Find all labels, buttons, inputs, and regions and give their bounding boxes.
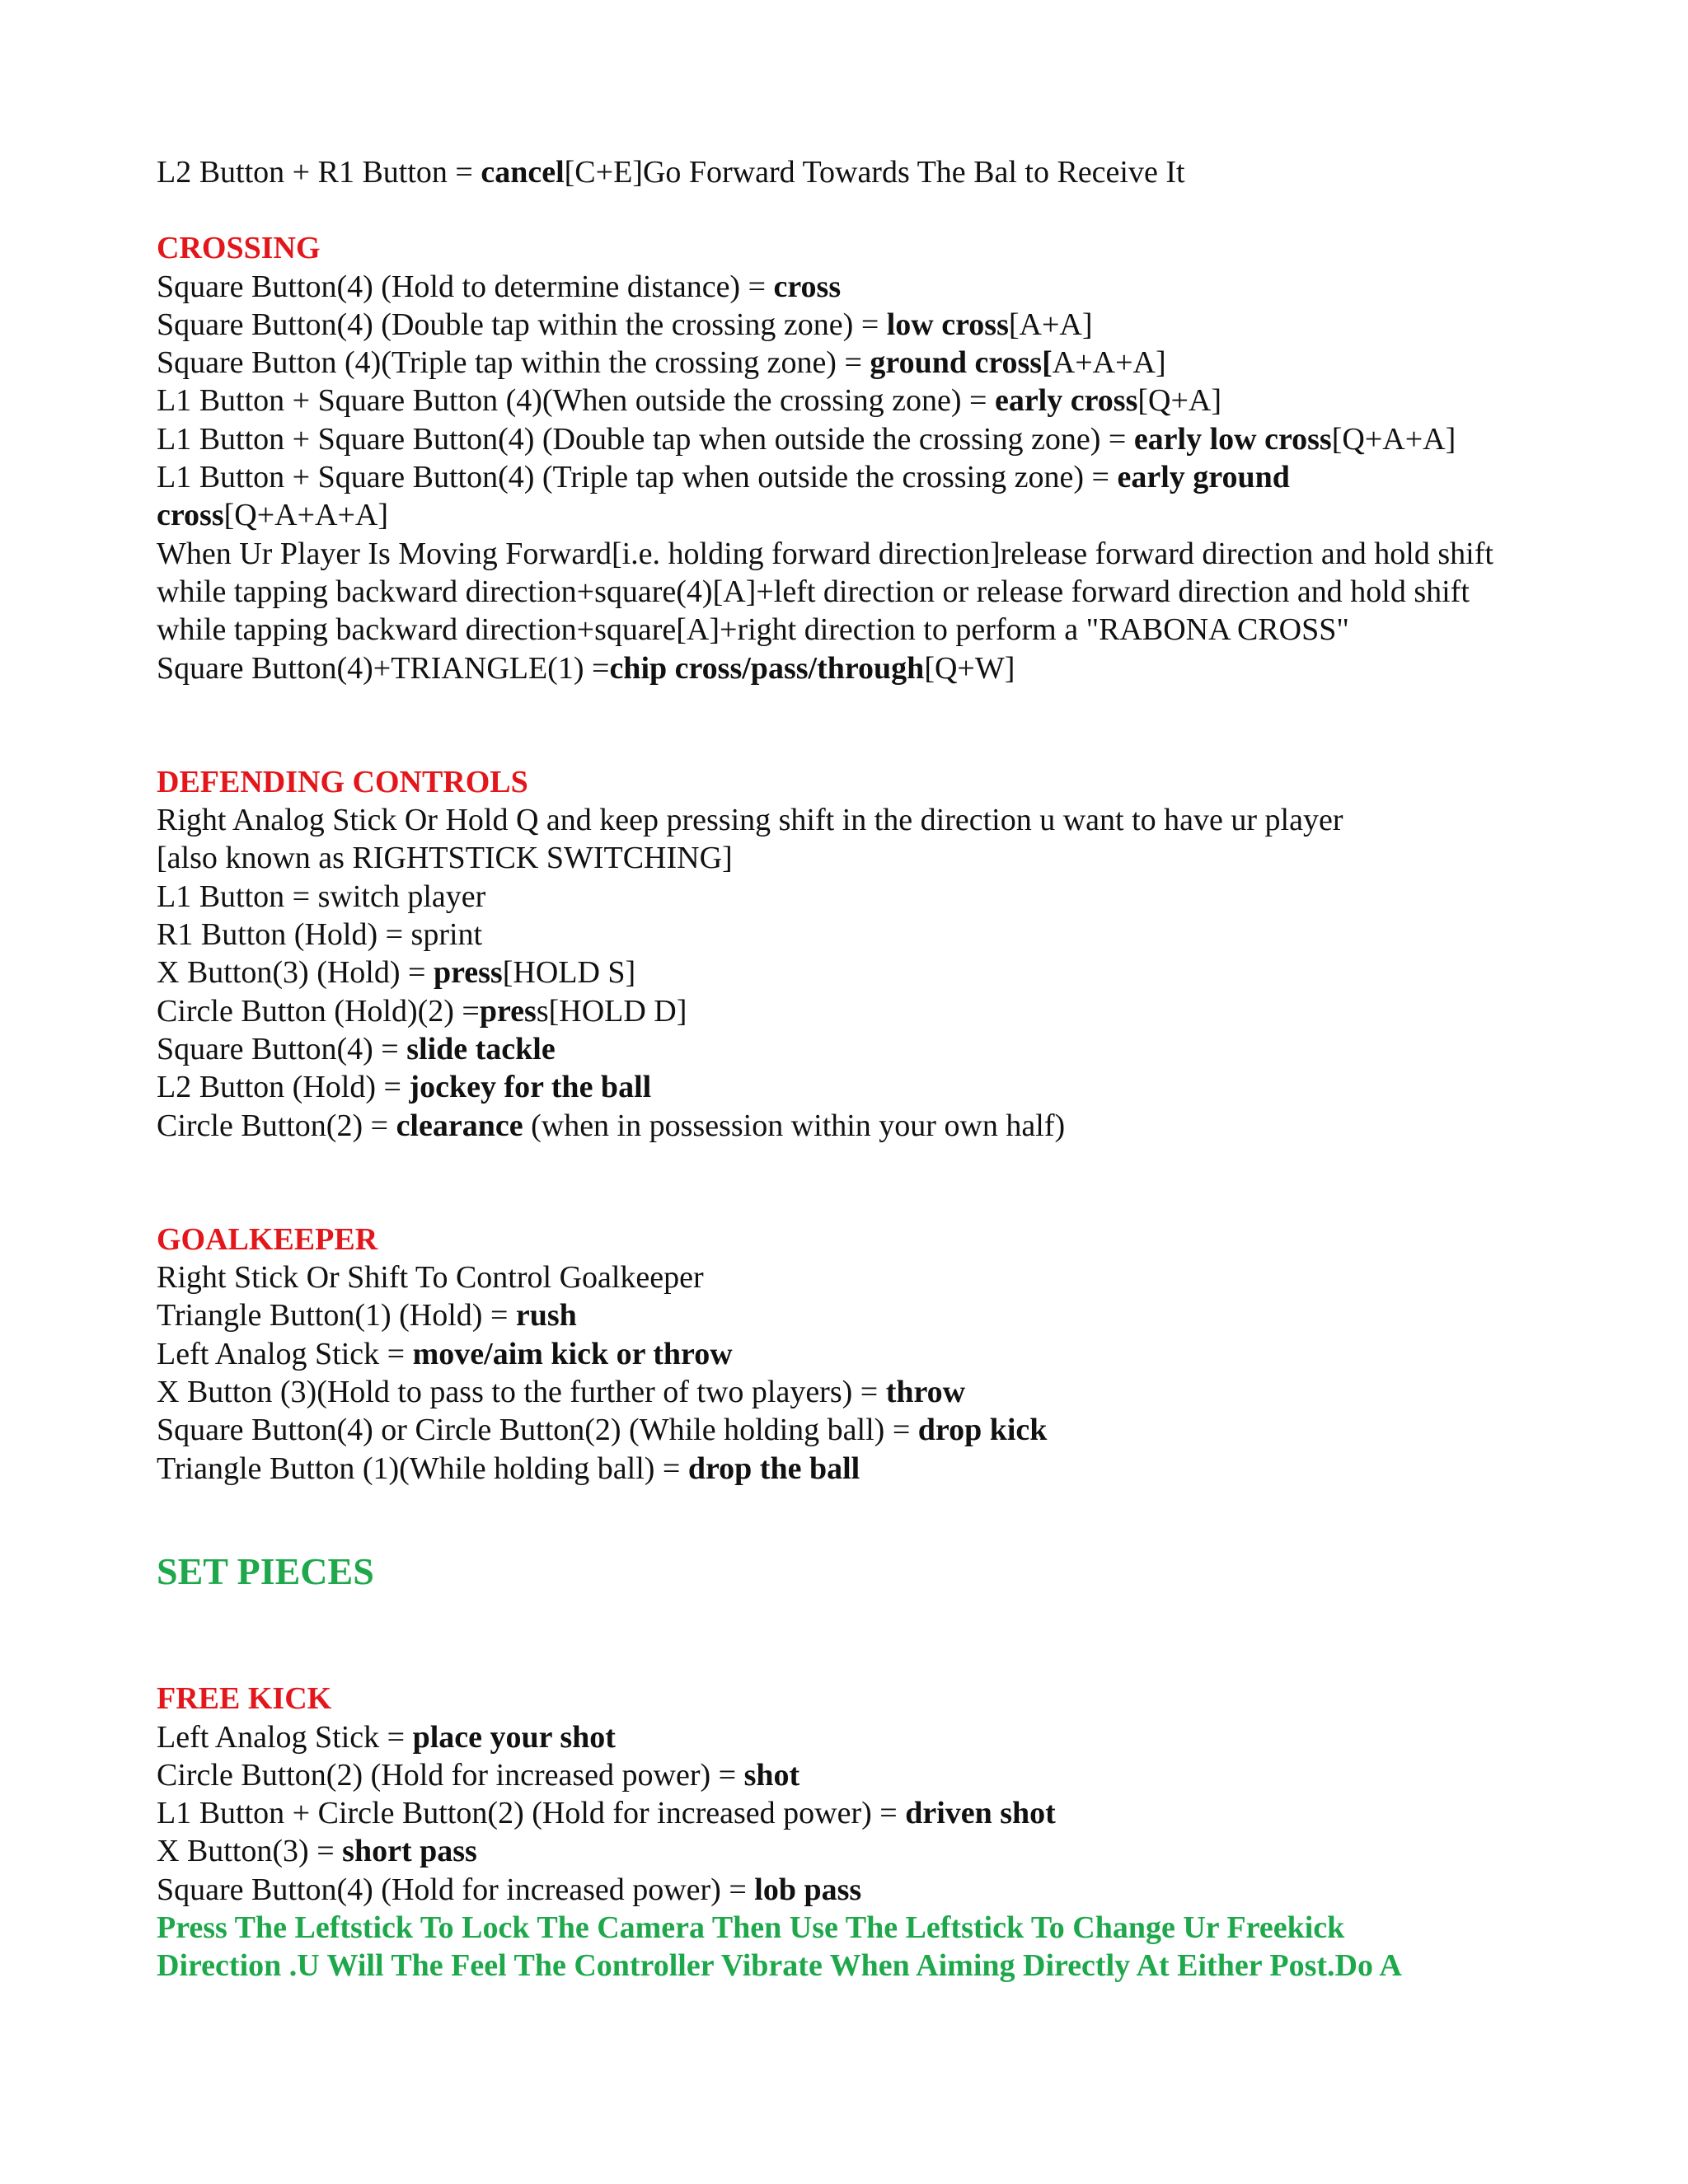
defending-heading: DEFENDING CONTROLS xyxy=(157,764,528,799)
control-text: Square Button(4) = xyxy=(157,1031,407,1066)
control-keys: [A+A] xyxy=(1008,307,1093,342)
control-action: shot xyxy=(743,1757,800,1793)
crossing-line-5 xyxy=(157,420,1550,458)
control-action: ground cross[ xyxy=(870,345,1053,381)
control-text: Square Button(4) (Hold for increased power) = xyxy=(157,1872,755,1907)
free-kick-tip-line-1: Press The Leftstick To Lock The Camera Then Use The Leftstick To Change Ur Freekick xyxy=(157,1910,1345,1945)
defending-line-7 xyxy=(157,1030,1550,1068)
goalkeeper-line-4 xyxy=(157,1373,1550,1411)
defending-line-5 xyxy=(157,954,1550,991)
set-pieces-heading: SET PIECES xyxy=(157,1549,374,1592)
control-text: Circle Button(2) = xyxy=(157,1108,396,1143)
free-kick-tip-line-2: Direction .U Will The Feel The Controller Vibrate When Aiming Directly At Either Post.Do A xyxy=(157,1948,1402,1984)
control-action: drop kick xyxy=(917,1413,1048,1448)
control-action: clearance xyxy=(396,1108,523,1143)
control-action: drop the ball xyxy=(687,1451,860,1486)
defending-line-8 xyxy=(157,1068,1550,1106)
control-action: move/aim kick or throw xyxy=(412,1336,733,1371)
control-keys: [HOLD S] xyxy=(502,955,636,991)
control-text: X Button(3) = xyxy=(157,1834,343,1869)
control-text: Circle Button (Hold)(2) = xyxy=(157,993,480,1029)
intro-keys: [C+E]Go Forward Towards The Bal to Receive It xyxy=(564,155,1185,190)
control-action: cross xyxy=(773,269,842,304)
control-text: Square Button(4) (Hold to determine distance) = xyxy=(157,269,774,304)
defending-line-1: Right Analog Stick Or Hold Q and keep pressing shift in the direction u want to have ur player xyxy=(157,803,1343,838)
control-action: early ground xyxy=(1117,460,1290,495)
spacer xyxy=(157,1591,1550,1680)
defending-line-2: [also known as RIGHTSTICK SWITCHING] xyxy=(157,841,733,876)
spacer xyxy=(157,1145,1550,1221)
control-text: Triangle Button (1)(While holding ball) = xyxy=(157,1451,688,1486)
goalkeeper-line-1: Right Stick Or Shift To Control Goalkeeper xyxy=(157,1260,704,1296)
intro-line xyxy=(157,153,1550,191)
crossing-heading: CROSSING xyxy=(157,231,321,266)
control-text: L1 Button + Square Button(4) (Triple tap when outside the crossing zone) = xyxy=(157,460,1118,495)
free-kick-line-3 xyxy=(157,1794,1550,1832)
control-keys: [Q+A+A] xyxy=(1331,421,1456,457)
control-action: pres xyxy=(479,993,537,1029)
defending-line-6 xyxy=(157,992,1550,1030)
goalkeeper-line-6 xyxy=(157,1450,1550,1488)
control-action: driven shot xyxy=(905,1796,1056,1831)
free-kick-line-5 xyxy=(157,1871,1550,1909)
control-keys: s[HOLD D] xyxy=(536,993,687,1029)
control-action: cross xyxy=(157,498,224,533)
goalkeeper-heading: GOALKEEPER xyxy=(157,1221,378,1257)
free-kick-line-4 xyxy=(157,1832,1550,1870)
control-action: jockey for the ball xyxy=(409,1070,652,1105)
control-text: Square Button(4)+TRIANGLE(1) = xyxy=(157,650,610,686)
control-keys: [Q+W] xyxy=(924,650,1015,686)
control-action: place your shot xyxy=(412,1719,616,1755)
free-kick-line-2 xyxy=(157,1756,1550,1794)
control-text: Square Button(4) or Circle Button(2) (While holding ball) = xyxy=(157,1413,918,1448)
control-keys: [Q+A+A+A] xyxy=(223,498,388,533)
goalkeeper-line-3 xyxy=(157,1335,1550,1373)
control-note: (when in possession within your own half) xyxy=(523,1108,1066,1143)
spacer xyxy=(157,687,1550,763)
control-action: rush xyxy=(515,1298,577,1333)
control-text: Square Button(4) (Double tap within the crossing zone) = xyxy=(157,307,887,342)
control-text: Left Analog Stick = xyxy=(157,1336,413,1371)
control-action: press xyxy=(433,955,503,991)
intro-text: L2 Button + R1 Button = xyxy=(157,155,481,190)
crossing-line-8 xyxy=(157,649,1550,687)
control-text: L1 Button + Circle Button(2) (Hold for increased power) = xyxy=(157,1796,906,1831)
spacer xyxy=(157,191,1550,229)
spacer xyxy=(157,1488,1550,1553)
crossing-line-1 xyxy=(157,268,1550,306)
control-text: L1 Button + Square Button (4)(When outside the crossing zone) = xyxy=(157,383,995,419)
control-text: Square Button (4)(Triple tap within the crossing zone) = xyxy=(157,345,870,381)
control-action: low cross xyxy=(886,307,1009,342)
crossing-line-6 xyxy=(157,458,1550,496)
control-text: L1 Button + Square Button(4) (Double tap when outside the crossing zone) = xyxy=(157,421,1134,457)
control-text: X Button(3) (Hold) = xyxy=(157,955,434,991)
control-text: X Button (3)(Hold to pass to the further of two players) = xyxy=(157,1375,886,1410)
free-kick-heading: FREE KICK xyxy=(157,1681,332,1717)
control-action: short pass xyxy=(342,1834,477,1869)
defending-line-3: L1 Button = switch player xyxy=(157,879,486,914)
control-keys: [Q+A] xyxy=(1137,383,1221,419)
defending-line-4: R1 Button (Hold) = sprint xyxy=(157,917,483,953)
control-action: slide tackle xyxy=(406,1031,556,1066)
rabona-paragraph: When Ur Player Is Moving Forward[i.e. holding forward direction]release forward direction and hold shift while tapping backward direction+square(4)[A]+left direction or release forward direction and hold shift while tapping backward direction+square[A]+right direction to perform a "RABONA CROSS" xyxy=(157,536,1493,648)
goalkeeper-line-2 xyxy=(157,1296,1550,1334)
free-kick-line-1 xyxy=(157,1718,1550,1756)
crossing-line-2 xyxy=(157,306,1550,344)
intro-action: cancel xyxy=(481,155,565,190)
control-text: Left Analog Stick = xyxy=(157,1719,413,1755)
control-keys: A+A+A] xyxy=(1052,345,1166,381)
control-action: throw xyxy=(885,1375,966,1410)
control-text: Circle Button(2) (Hold for increased power) = xyxy=(157,1757,744,1793)
crossing-line-7 xyxy=(157,496,1550,534)
control-action: lob pass xyxy=(754,1872,862,1907)
document-content xyxy=(157,153,1550,1985)
control-action: chip cross/pass/through xyxy=(609,650,925,686)
goalkeeper-line-5 xyxy=(157,1411,1550,1449)
control-action: early cross xyxy=(994,383,1138,419)
control-text: Triangle Button(1) (Hold) = xyxy=(157,1298,516,1333)
crossing-line-4 xyxy=(157,382,1550,419)
control-action: early low cross xyxy=(1133,421,1332,457)
control-text: L2 Button (Hold) = xyxy=(157,1070,410,1105)
defending-line-9 xyxy=(157,1107,1550,1145)
crossing-line-3 xyxy=(157,344,1550,382)
